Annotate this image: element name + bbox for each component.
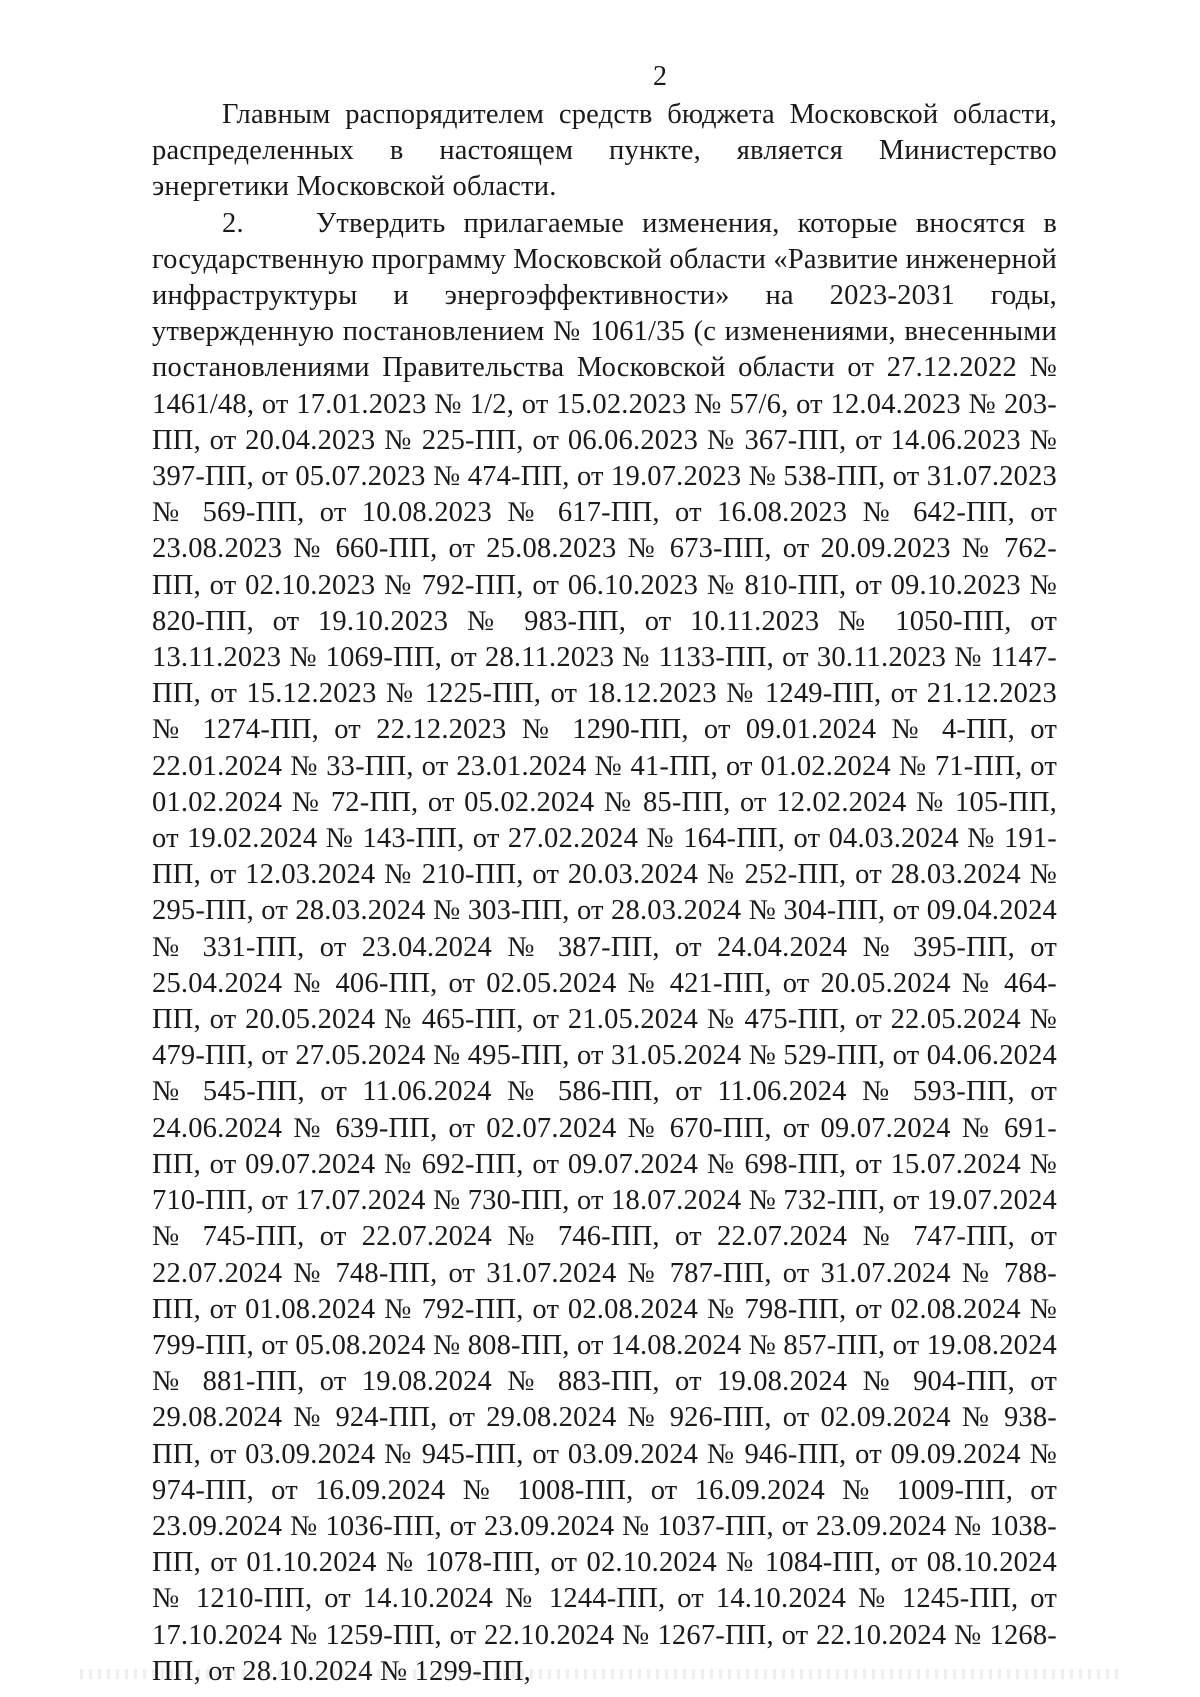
paragraph-approve-changes bbox=[152, 206, 1057, 1690]
paragraph-number: 2. bbox=[222, 207, 244, 239]
paragraph-approve-changes-text: Утвердить прилагаемые изменения, которые вносятся в государственную программу Московской области «Развитие инженерной инфраструктуры и энергоэффективности» на 2023-2031 годы, утвержденную постановлением № 1061/35 (с изменениями, внесенными постановлениями Правительства Московской области от 27.12.2022 № 1461/48, от 17.01.2023 № 1/2, от 15.02.2023 № 57/6, от 12.04.2023 № 203-ПП, от 20.04.2023 № 225-ПП, от 06.06.2023 № 367-ПП, от 14.06.2023 № 397-ПП, от 05.07.2023 № 474-ПП, от 19.07.2023 № 538-ПП, от 31.07.2023 № 569-ПП, от 10.08.2023 № 617-ПП, от 16.08.2023 № 642-ПП, от 23.08.2023 № 660-ПП, от 25.08.2023 № 673-ПП, от 20.09.2023 № 762-ПП, от 02.10.2023 № 792-ПП, от 06.10.2023 № 810-ПП, от 09.10.2023 № 820-ПП, от 19.10.2023 № 983-ПП, от 10.11.2023 № 1050-ПП, от 13.11.2023 № 1069-ПП, от 28.11.2023 № 1133-ПП, от 30.11.2023 № 1147-ПП, от 15.12.2023 № 1225-ПП, от 18.12.2023 № 1249-ПП, от 21.12.2023 № 1274-ПП, от 22.12.2023 № 1290-ПП, от 09.01.2024 № 4-ПП, от 22.01.2024 № 33-ПП, от 23.01.2024 № 41-ПП, от 01.02.2024 № 71-ПП, от 01.02.2024 № 72-ПП, от 05.02.2024 № 85-ПП, от 12.02.2024 № 105-ПП, от 19.02.2024 № 143-ПП, от 27.02.2024 № 164-ПП, от 04.03.2024 № 191-ПП, от 12.03.2024 № 210-ПП, от 20.03.2024 № 252-ПП, от 28.03.2024 № 295-ПП, от 28.03.2024 № 303-ПП, от 28.03.2024 № 304-ПП, от 09.04.2024 № 331-ПП, от 23.04.2024 № 387-ПП, от 24.04.2024 № 395-ПП, от 25.04.2024 № 406-ПП, от 02.05.2024 № 421-ПП, от 20.05.2024 № 464-ПП, от 20.05.2024 № 465-ПП, от 21.05.2024 № 475-ПП, от 22.05.2024 № 479-ПП, от 27.05.2024 № 495-ПП, от 31.05.2024 № 529-ПП, от 04.06.2024 № 545-ПП, от 11.06.2024 № 586-ПП, от 11.06.2024 № 593-ПП, от 24.06.2024 № 639-ПП, от 02.07.2024 № 670-ПП, от 09.07.2024 № 691-ПП, от 09.07.2024 № 692-ПП, от 09.07.2024 № 698-ПП, от 15.07.2024 № 710-ПП, от 17.07.2024 № 730-ПП, от 18.07.2024 № 732-ПП, от 19.07.2024 № 745-ПП, от 22.07.2024 № 746-ПП, от 22.07.2024 № 747-ПП, от 22.07.2024 № 748-ПП, от 31.07.2024 № 787-ПП, от 31.07.2024 № 788-ПП, от 01.08.2024 № 792-ПП, от 02.08.2024 № 798-ПП, от 02.08.2024 № 799-ПП, от 05.08.2024 № 808-ПП, от 14.08.2024 № 857-ПП, от 19.08.2024 № 881-ПП, от 19.08.2024 № 883-ПП, от 19.08.2024 № 904-ПП, от 29.08.2024 № 924-ПП, от 29.08.2024 № 926-ПП, от 02.09.2024 № 938-ПП, от 03.09.2024 № 945-ПП, от 03.09.2024 № 946-ПП, от 09.09.2024 № 974-ПП, от 16.09.2024 № 1008-ПП, от 16.09.2024 № 1009-ПП, от 23.09.2024 № 1036-ПП, от 23.09.2024 № 1037-ПП, от 23.09.2024 № 1038-ПП, от 01.10.2024 № 1078-ПП, от 02.10.2024 № 1084-ПП, от 08.10.2024 № 1210-ПП, от 14.10.2024 № 1244-ПП, от 14.10.2024 № 1245-ПП, от 17.10.2024 № 1259-ПП, от 22.10.2024 № 1267-ПП, от 22.10.2024 № 1268-ПП, от 28.10.2024 № 1299-ПП, bbox=[152, 207, 1057, 1687]
page-number: 2 bbox=[653, 61, 667, 92]
paragraph-budget-administrator: Главным распорядителем средств бюджета Московской области, распределенных в настоящем пункте, является Министерство энергетики Московской области. bbox=[152, 99, 1057, 203]
document-body bbox=[152, 97, 1057, 1690]
scan-artifact bbox=[80, 1669, 1120, 1679]
